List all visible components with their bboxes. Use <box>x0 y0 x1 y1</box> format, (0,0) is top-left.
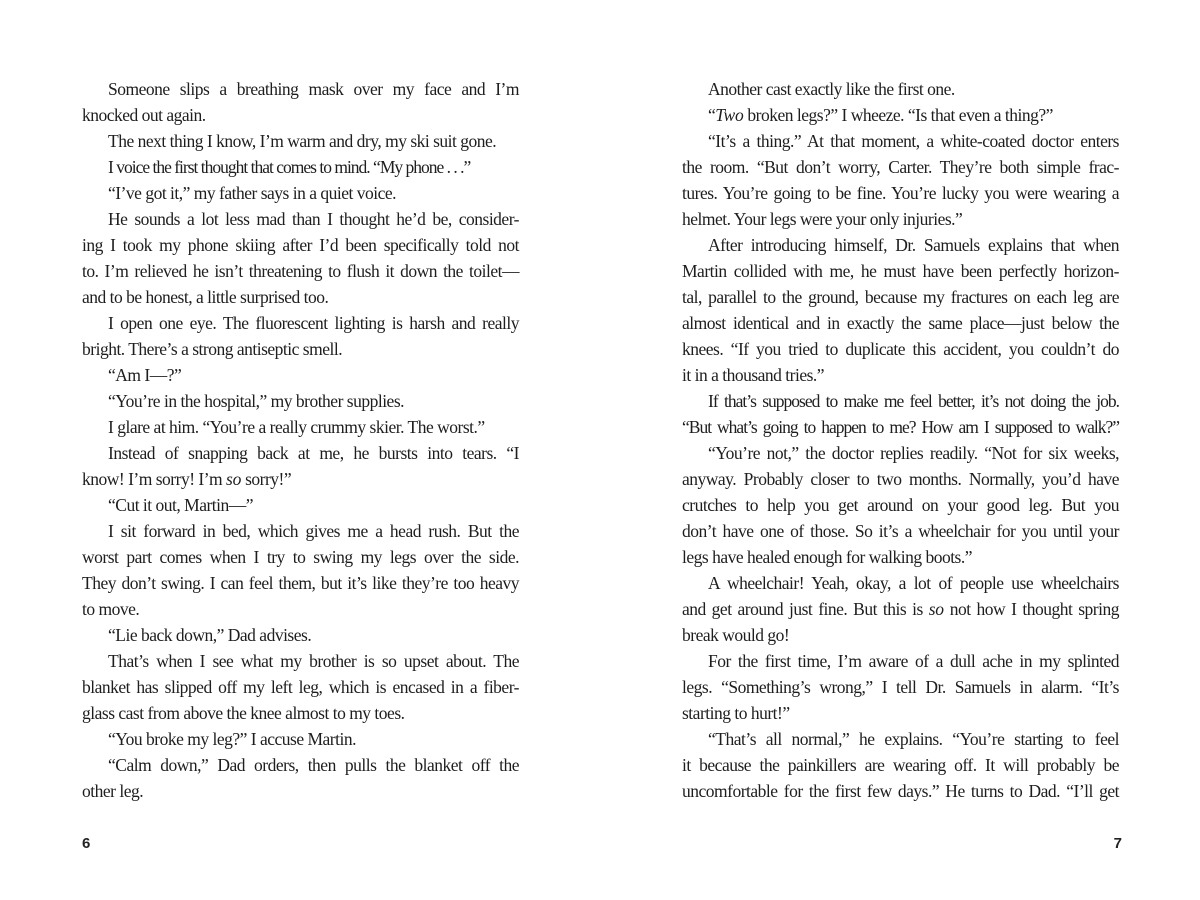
text-line: tures. You’re going to be fine. You’re lucky you were wearing a <box>682 183 1119 203</box>
text-line: don’t have one of those. So it’s a wheelchair for you until your <box>682 521 1119 541</box>
text-line: Someone slips a breathing mask over my face and I’m <box>108 79 519 99</box>
text-line: After introducing himself, Dr. Samuels explains that when <box>708 235 1119 255</box>
text-line: legs have healed enough for walking boots.” <box>682 547 973 567</box>
text-line: knocked out again. <box>82 105 206 125</box>
text-line: “You broke my leg?” I accuse Martin. <box>108 729 356 749</box>
text-line: “But what’s going to happen to me? How am I supposed to walk?” <box>682 417 1119 437</box>
text-line: He sounds a lot less mad than I thought he’d be, consider- <box>108 209 519 229</box>
text-line: worst part comes when I try to swing my legs over the side. <box>82 547 519 567</box>
text-line: “Two broken legs?” I wheeze. “Is that even a thing?” <box>708 105 1053 125</box>
text-line: I sit forward in bed, which gives me a head rush. But the <box>108 521 519 541</box>
text-line: I open one eye. The fluorescent lighting is harsh and really <box>108 313 519 333</box>
text-line: and to be honest, a little surprised too. <box>82 287 329 307</box>
text-line: blanket has slipped off my left leg, which is encased in a fiber- <box>82 677 519 697</box>
text-line: A wheelchair! Yeah, okay, a lot of people use wheelchairs <box>708 573 1119 593</box>
text-line: starting to hurt!” <box>682 703 790 723</box>
text-line: knees. “If you tried to duplicate this accident, you couldn’t do <box>682 339 1119 359</box>
text-line: glass cast from above the knee almost to my toes. <box>82 703 405 723</box>
text-line: tal, parallel to the ground, because my fractures on each leg are <box>682 287 1119 307</box>
text-line: it because the painkillers are wearing off. It will probably be <box>682 755 1119 775</box>
text-line: “You’re in the hospital,” my brother supplies. <box>108 391 405 411</box>
page-right <box>600 0 1200 900</box>
text-line: “You’re not,” the doctor replies readily. “Not for six weeks, <box>708 443 1119 463</box>
text-line: That’s when I see what my brother is so upset about. The <box>108 651 519 671</box>
text-line: “It’s a thing.” At that moment, a white-coated doctor enters <box>708 131 1119 151</box>
text-line: other leg. <box>82 781 144 801</box>
page-number-left: 6 <box>82 835 91 852</box>
page-number-right: 7 <box>1113 835 1122 852</box>
text-line: Instead of snapping back at me, he bursts into tears. “I <box>108 443 519 463</box>
text-line: I voice the first thought that comes to mind. “My phone . . .” <box>108 157 471 177</box>
page-right-text-block <box>682 76 1119 804</box>
text-line: almost identical and in exactly the same place—just below the <box>682 313 1119 333</box>
text-line: “Lie back down,” Dad advises. <box>108 625 312 645</box>
text-line: and get around just fine. But this is so not how I thought spring <box>682 599 1119 619</box>
text-line: it in a thousand tries.” <box>682 365 825 385</box>
text-line: legs. “Something’s wrong,” I tell Dr. Samuels in alarm. “It’s <box>682 677 1119 697</box>
text-line: “Am I—?” <box>108 365 182 385</box>
text-line: anyway. Probably closer to two months. Normally, you’d have <box>682 469 1119 489</box>
text-line: “I’ve got it,” my father says in a quiet voice. <box>108 183 396 203</box>
text-line: break would go! <box>682 625 790 645</box>
text-line: “That’s all normal,” he explains. “You’re starting to feel <box>708 729 1119 749</box>
text-line: I glare at him. “You’re a really crummy skier. The worst.” <box>108 417 485 437</box>
text-line: helmet. Your legs were your only injuries.” <box>682 209 963 229</box>
text-line: to. I’m relieved he isn’t threatening to flush it down the toilet— <box>82 261 519 281</box>
text-line: bright. There’s a strong antiseptic smell. <box>82 339 343 359</box>
text-line: the room. “But don’t worry, Carter. They’re both simple frac- <box>682 157 1119 177</box>
text-line: “Calm down,” Dad orders, then pulls the blanket off the <box>108 755 519 775</box>
text-line: Martin collided with me, he must have been perfectly horizon- <box>682 261 1119 281</box>
text-line: They don’t swing. I can feel them, but it’s like they’re too heavy <box>82 573 519 593</box>
text-line: to move. <box>82 599 140 619</box>
text-line: crutches to help you get around on your good leg. But you <box>682 495 1119 515</box>
text-line: uncomfortable for the first few days.” He turns to Dad. “I’ll get <box>682 781 1119 801</box>
text-line: know! I’m sorry! I’m so sorry!” <box>82 469 292 489</box>
page-left-text-block <box>82 76 519 804</box>
text-line: ing I took my phone skiing after I’d been specifically told not <box>82 235 519 255</box>
text-line: For the first time, I’m aware of a dull ache in my splinted <box>708 651 1119 671</box>
text-line: If that’s supposed to make me feel better, it’s not doing the job. <box>708 391 1119 411</box>
text-line: “Cut it out, Martin—” <box>108 495 254 515</box>
text-line: The next thing I know, I’m warm and dry, my ski suit gone. <box>108 131 497 151</box>
text-line: Another cast exactly like the first one. <box>708 79 955 99</box>
